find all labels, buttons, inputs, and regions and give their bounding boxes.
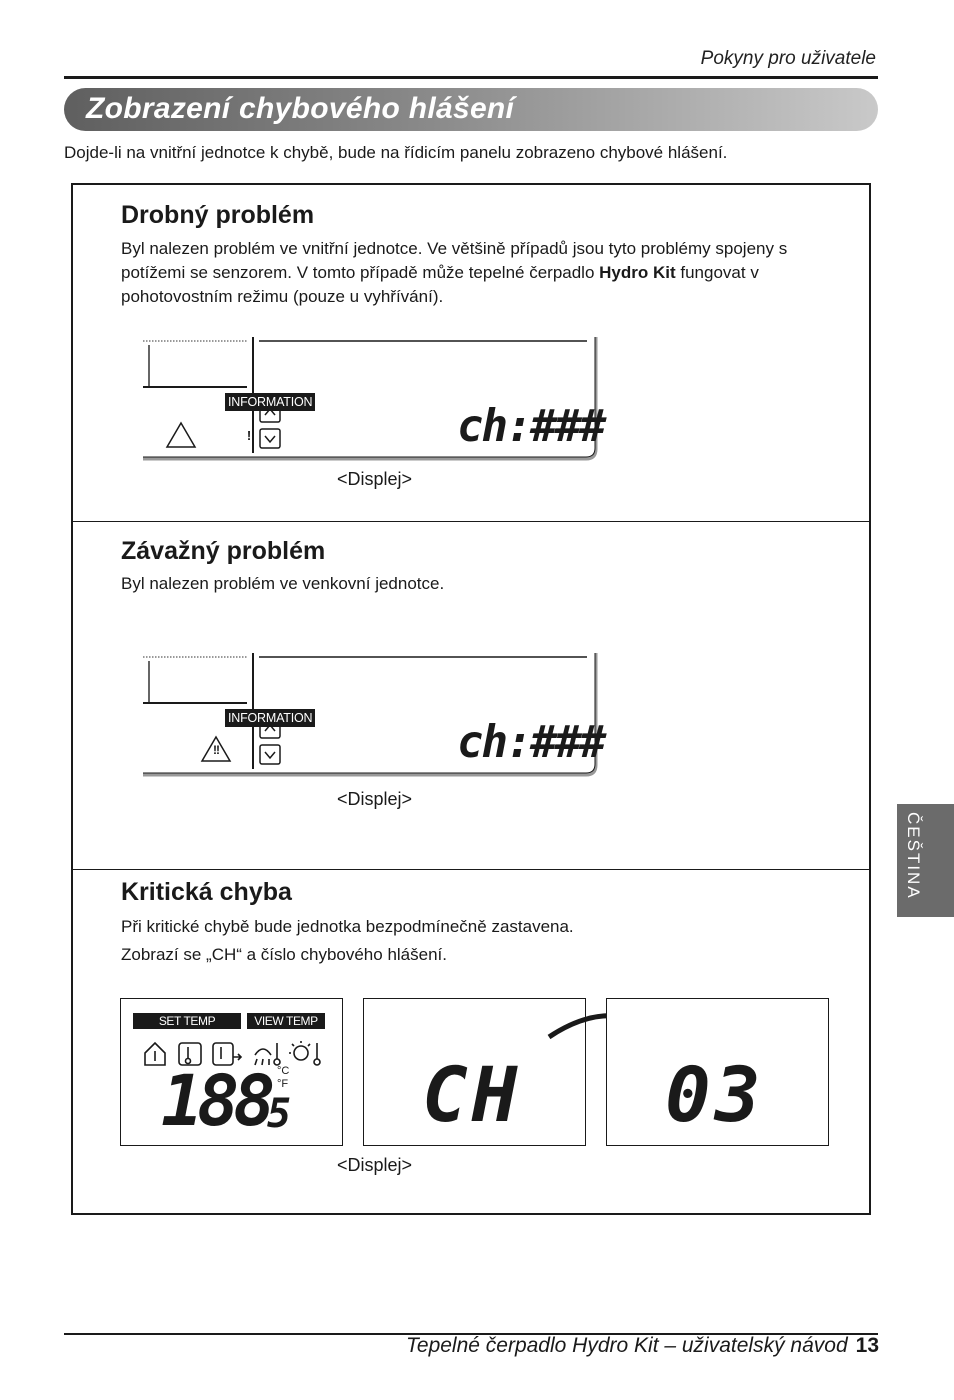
- warning-glyph: !!: [213, 743, 219, 757]
- display-code-panel: [606, 998, 829, 1146]
- view-temp-chip: VIEW TEMP: [247, 1013, 325, 1029]
- section-title-bar: [64, 88, 878, 131]
- error-readout: ch:###: [457, 401, 604, 452]
- page-title: Zobrazení chybového hlášení: [86, 92, 515, 125]
- ch-label: CH: [422, 1050, 522, 1139]
- text-line: Při kritické chybě bude jednotka bezpodmínečně zastavena.: [121, 917, 574, 936]
- footer-title: Tepelné čerpadlo Hydro Kit – uživatelský návod: [405, 1334, 848, 1357]
- text-fragment: potížemi se senzorem. V tomto případě může tepelné čerpadlo: [121, 263, 600, 282]
- error-readout: ch:###: [457, 717, 604, 768]
- language-tab-label: ČEŠTINA: [904, 812, 923, 900]
- top-rule: [64, 76, 878, 79]
- intro-text: Dojde-li na vnitřní jednotce k chybě, bude na řídicím panelu zobrazeno chybové hlášení.: [64, 143, 728, 162]
- set-temp-chip: SET TEMP: [133, 1013, 241, 1029]
- language-tab: [897, 804, 954, 917]
- section-text-minor: [121, 237, 851, 309]
- section-divider: [73, 869, 869, 870]
- text-line: Byl nalezen problém ve vnitřní jednotce. Ve většině případů jsou tyto problémy spojeny s: [121, 239, 788, 258]
- information-tag: INFORMATION: [225, 709, 315, 727]
- error-code-number: 03: [665, 1050, 765, 1139]
- error-levels-box: [71, 183, 871, 1215]
- sun-thermometer-icon: [289, 1041, 320, 1065]
- down-arrow-icon: [260, 745, 280, 764]
- text-line: Byl nalezen problém ve venkovní jednotce.: [121, 574, 445, 593]
- warning-icon: [167, 423, 195, 447]
- display-minor: [139, 335, 604, 461]
- text-line: Zobrazí se „CH“ a číslo chybového hlášení.: [121, 945, 447, 964]
- page-number: 13: [855, 1334, 879, 1357]
- information-tag: INFORMATION: [225, 393, 315, 411]
- section-title-minor: Drobný problém: [121, 201, 315, 229]
- section-title-major: Závažný problém: [121, 537, 326, 565]
- text-line: [121, 261, 851, 285]
- section-divider: [73, 521, 869, 522]
- warning-glyph: !: [246, 428, 252, 443]
- text-fragment: fungovat v: [675, 263, 759, 282]
- text-line: pohotovostním režimu (pouze u vyhřívání).: [121, 287, 444, 306]
- temperature-suffix: 5: [267, 1091, 292, 1137]
- section-title-critical: Kritická chyba: [121, 878, 292, 906]
- footer: [406, 1334, 879, 1358]
- display-caption: <Displej>: [337, 469, 413, 489]
- display-caption: <Displej>: [337, 789, 413, 809]
- product-name: Hydro Kit: [599, 263, 676, 282]
- display-major: [139, 651, 604, 777]
- unit-f: °F: [277, 1078, 289, 1090]
- down-arrow-icon: [260, 429, 280, 448]
- unit-c: °C: [277, 1065, 290, 1077]
- section-text-critical: [121, 913, 851, 969]
- display-caption: <Displej>: [337, 1155, 413, 1175]
- display-temperature-panel: [120, 998, 343, 1146]
- running-header: Pokyny pro uživatele: [700, 48, 876, 69]
- section-text-major: [121, 572, 851, 596]
- temperature-digits: 188: [161, 1060, 270, 1142]
